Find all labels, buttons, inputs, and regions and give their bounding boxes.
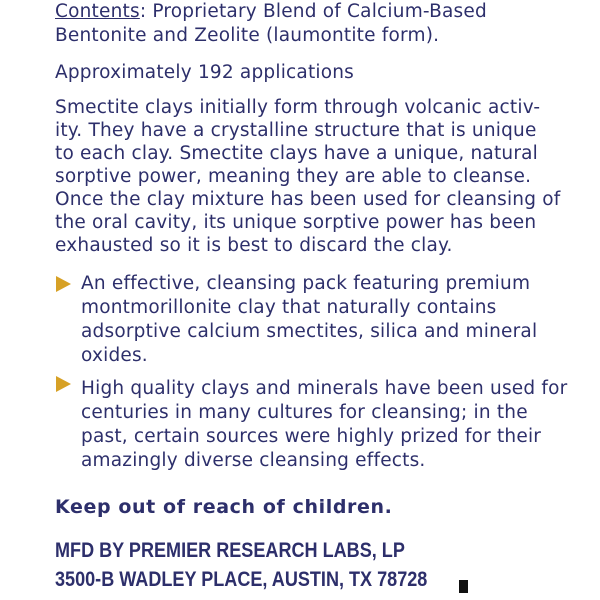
- description-line: to each clay. Smectite clays have a unique, natural: [55, 143, 539, 164]
- bullet-arrow-icon: [56, 276, 71, 292]
- description-line: the oral cavity, its unique sorptive power has been: [55, 212, 537, 233]
- manufacturer-line-2: 3500-B WADLEY PLACE, AUSTIN, TX 78728: [55, 568, 428, 591]
- bullet-arrow-icon: [56, 376, 71, 392]
- print-mark: [459, 580, 468, 593]
- contents-line-2: Bentonite and Zeolite (laumontite form).: [55, 25, 440, 46]
- applications-text: Approximately 192 applications: [55, 62, 355, 83]
- contents-line-1: [55, 1, 487, 22]
- description-line: Smectite clays initially form through volcanic activ-: [55, 97, 541, 118]
- contents-text: : Proprietary Blend of Calcium-Based: [139, 1, 487, 22]
- description-line: ity. They have a crystalline structure that is unique: [55, 120, 537, 141]
- bullet-1-line: oxides.: [81, 345, 148, 366]
- bullet-2-line: centuries in many cultures for cleansing; in the: [81, 402, 528, 423]
- bullet-2-line: High quality clays and minerals have been used for: [81, 378, 568, 399]
- warning-text: Keep out of reach of children.: [55, 496, 393, 518]
- description-line: sorptive power, meaning they are able to cleanse.: [55, 166, 532, 187]
- bullet-2-line: amazingly diverse cleansing effects.: [81, 450, 426, 471]
- contents-label: Contents: [55, 1, 140, 22]
- bullet-1-line: An effective, cleansing pack featuring premium: [81, 273, 531, 294]
- bullet-1-line: adsorptive calcium smectites, silica and mineral: [81, 321, 538, 342]
- description-line: exhausted so it is best to discard the clay.: [55, 235, 453, 256]
- description-line: Once the clay mixture has been used for cleansing of: [55, 189, 561, 210]
- bullet-2-line: past, certain sources were highly prized for their: [81, 426, 542, 447]
- bullet-1-line: montmorillonite clay that naturally contains: [81, 297, 497, 318]
- manufacturer-line-1: MFD BY PREMIER RESEARCH LABS, LP: [55, 539, 405, 562]
